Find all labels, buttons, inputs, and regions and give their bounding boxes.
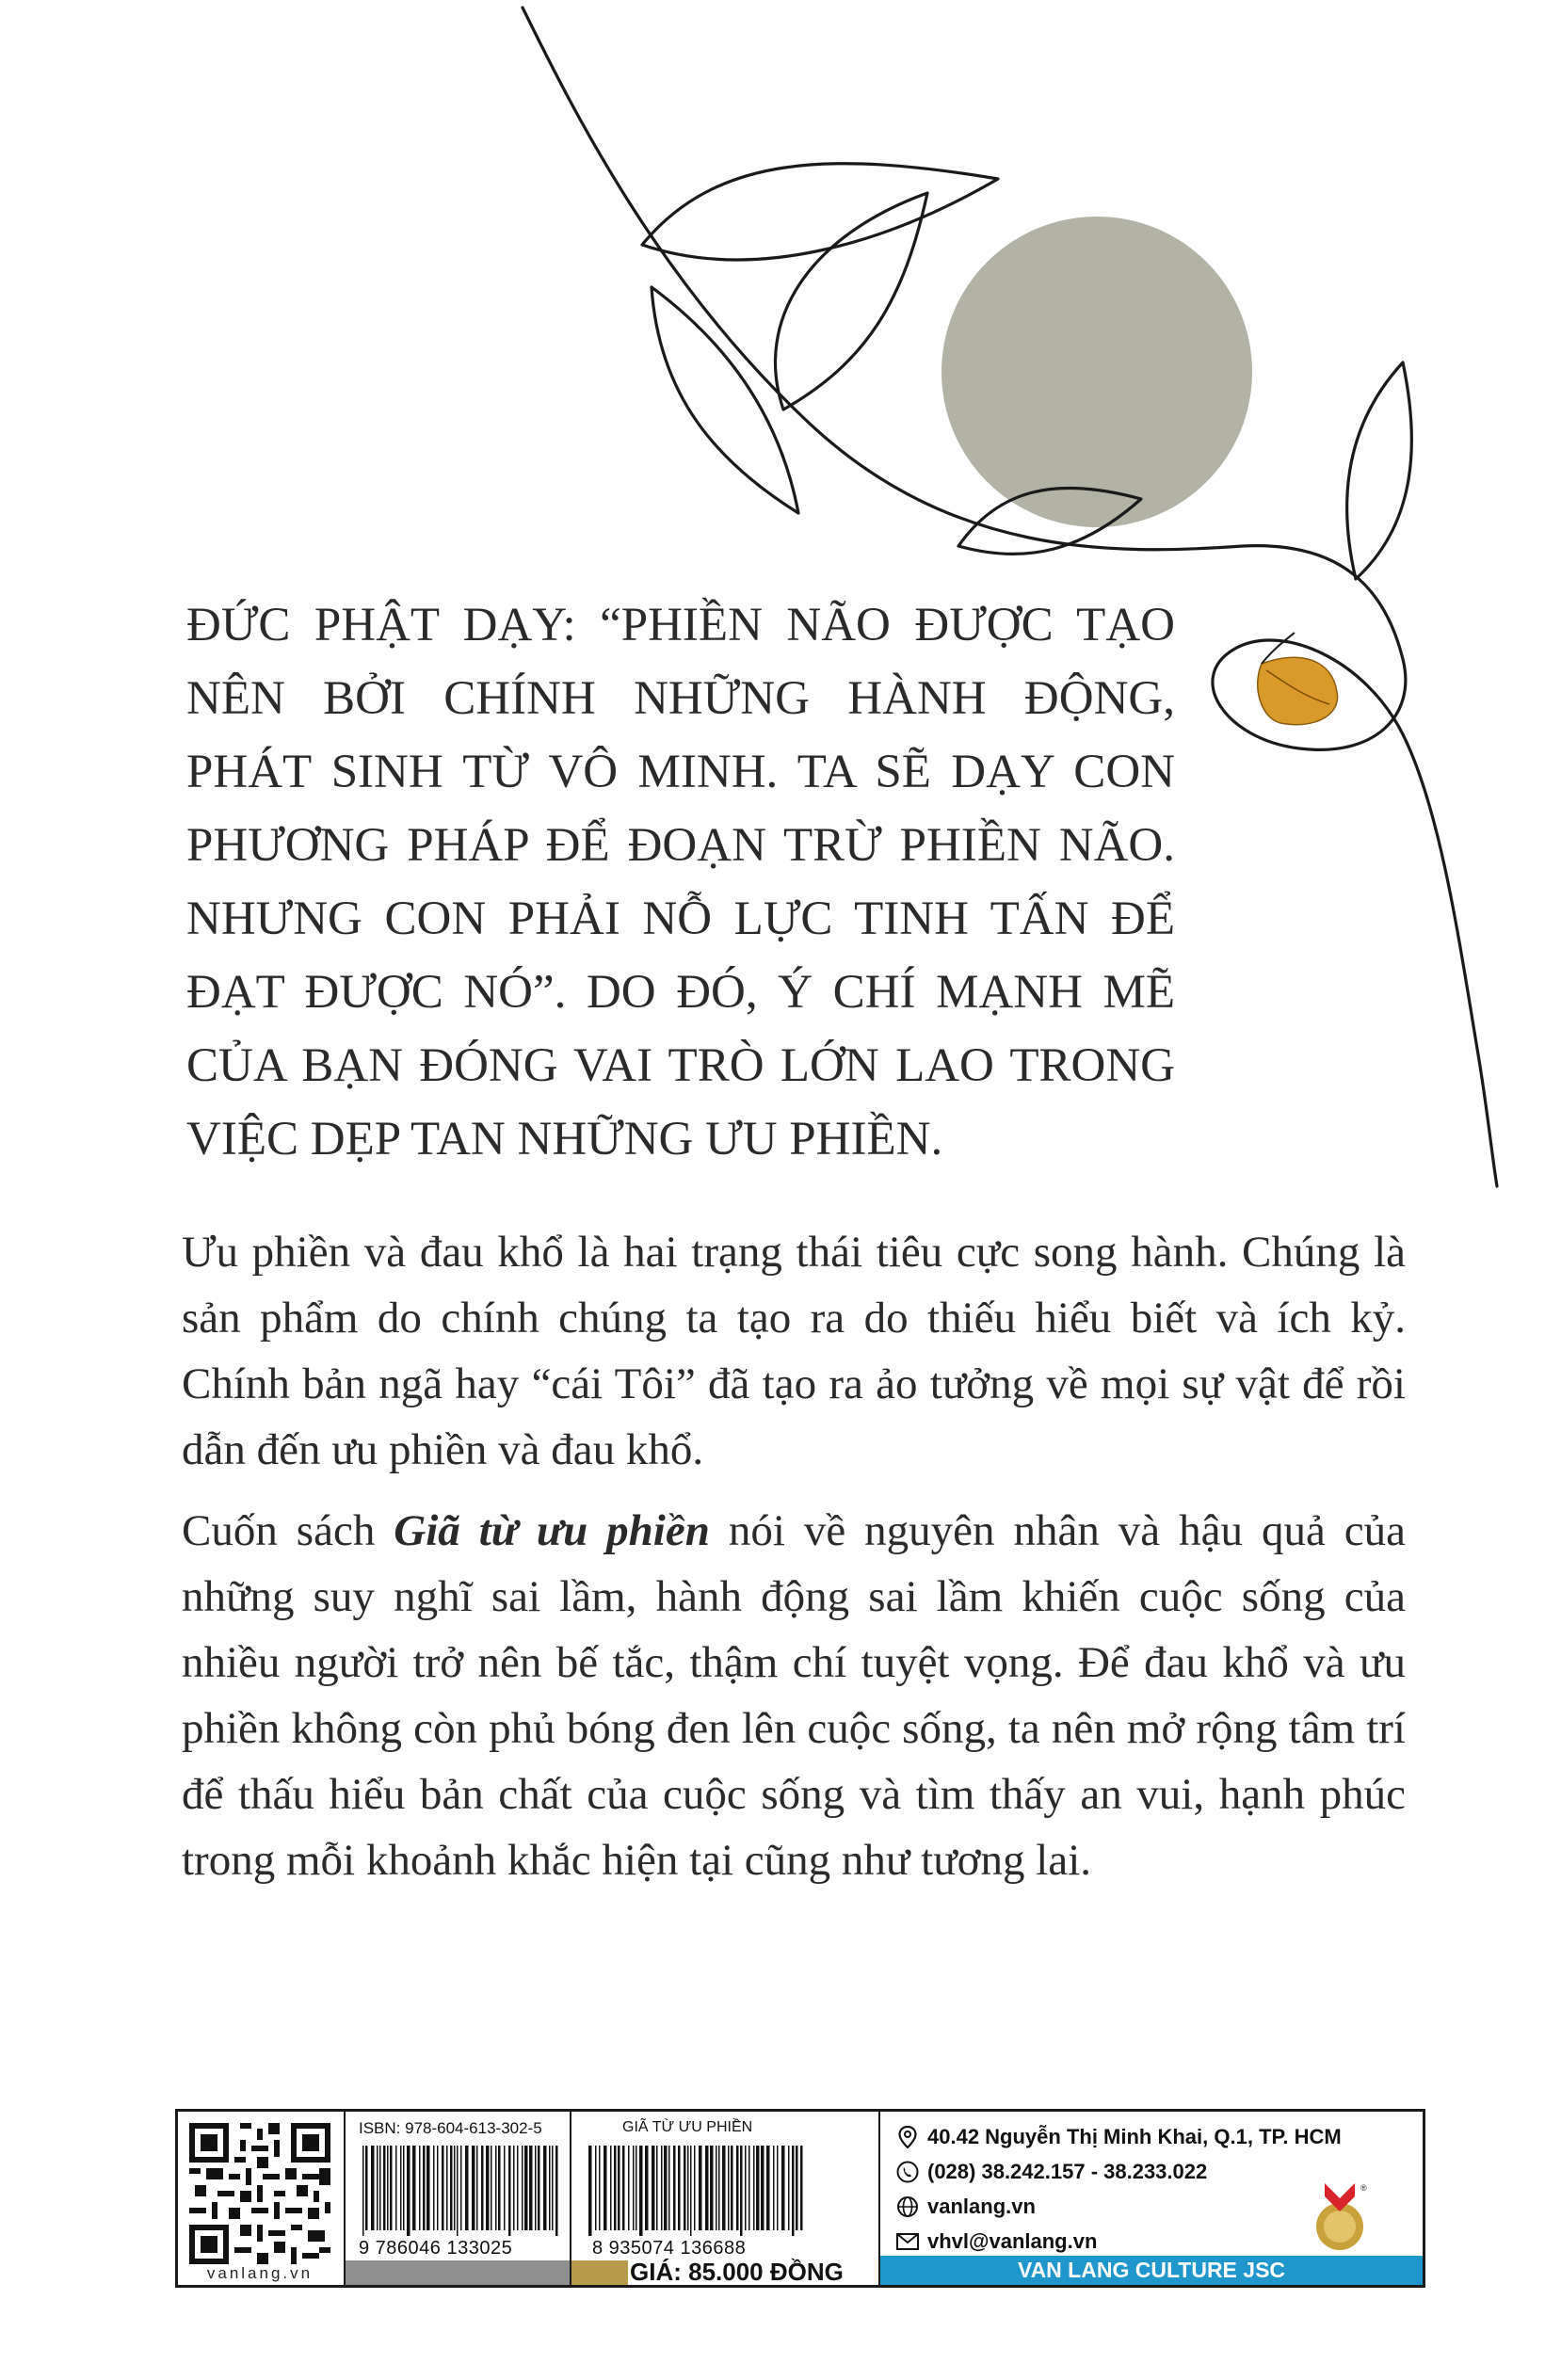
barcode-bar — [365, 2146, 368, 2230]
qr-code — [189, 2123, 330, 2264]
book-title: Giã từ ưu phiền — [394, 1506, 710, 1555]
barcode-bar — [639, 2146, 643, 2236]
barcode-bar — [450, 2146, 453, 2230]
barcode-bar — [472, 2146, 475, 2230]
barcode-bar — [390, 2146, 393, 2230]
barcode-bar — [419, 2146, 421, 2230]
barcode-bar — [549, 2146, 551, 2230]
svg-text:®: ® — [1360, 2183, 1367, 2193]
barcode-bar — [766, 2146, 770, 2230]
leaf-outline — [642, 164, 998, 260]
barcode-bar — [543, 2146, 547, 2230]
barcode-bar — [517, 2146, 519, 2230]
barcode-bar — [465, 2146, 469, 2230]
barcode-bar — [731, 2146, 733, 2230]
company-banner: VAN LANG CULTURE JSC — [880, 2256, 1423, 2285]
barcode-bar — [718, 2146, 720, 2230]
barcode-bar — [508, 2146, 511, 2236]
barcode-bar — [777, 2146, 779, 2230]
barcode-bar — [400, 2146, 402, 2230]
barcode-bar — [442, 2146, 444, 2230]
barcode-bar — [633, 2146, 635, 2230]
barcode-bar — [412, 2146, 416, 2230]
barcode-bar — [457, 2146, 459, 2236]
barcode-bar — [610, 2146, 612, 2230]
barcode-bar — [673, 2146, 676, 2230]
barcode-bar — [446, 2146, 448, 2230]
barcode-bar — [383, 2146, 386, 2230]
barcode-bar — [773, 2146, 775, 2230]
barcode-bar — [705, 2146, 709, 2230]
ean-number: 8 935074 136688 — [592, 2238, 747, 2259]
barcode-bar — [407, 2146, 410, 2236]
barcode-bar — [481, 2146, 484, 2230]
gold-leaf-icon — [1258, 633, 1338, 725]
phone-row: (028) 38.242.157 - 38.233.022 — [895, 2154, 1394, 2189]
barcode-bar — [699, 2146, 702, 2230]
barcode-block — [175, 2109, 1425, 2288]
divider — [344, 2112, 346, 2285]
barcode-bar — [538, 2146, 540, 2230]
grey-circle — [941, 217, 1252, 527]
barcode-bar — [491, 2146, 492, 2230]
gold-strip — [571, 2260, 628, 2285]
barcode-bar — [595, 2146, 597, 2230]
barcode-bar — [664, 2146, 668, 2230]
barcode-bar — [694, 2146, 696, 2230]
book-title-label: GIÃ TỪ ƯU PHIỀN — [622, 2119, 753, 2135]
barcode-bar — [495, 2146, 497, 2230]
barcode-bar — [513, 2146, 515, 2230]
barcode-bar — [792, 2146, 795, 2236]
barcode-bar — [377, 2146, 378, 2230]
barcode-bar — [690, 2146, 692, 2236]
grey-strip — [346, 2260, 570, 2285]
barcode-bar — [371, 2146, 375, 2230]
barcode-bar — [656, 2146, 658, 2230]
barcode-bar — [362, 2146, 364, 2236]
phone-icon — [895, 2160, 920, 2184]
barcode-bar — [498, 2146, 501, 2230]
barcode-bar — [460, 2146, 462, 2230]
barcode-bar — [395, 2146, 397, 2230]
barcode-bar — [745, 2146, 747, 2230]
barcode-bar — [652, 2146, 655, 2230]
barcode-bar — [614, 2146, 617, 2230]
barcode-bar — [529, 2146, 533, 2230]
divider — [570, 2112, 571, 2285]
barcode-bar — [740, 2146, 743, 2236]
barcode-bar — [433, 2146, 435, 2230]
buddha-quote: ĐỨC PHẬT DẠY: “PHIỀN NÃO ĐƯỢC TẠO NÊN BỞI CHÍNH NHỮNG HÀNH ĐỘNG, PHÁT SINH TỪ VÔ MINH. TA SẼ DẠY CON PHƯƠNG PHÁP ĐỂ ĐOẠN TRỪ PHIỀN NÃO. NHƯNG CON PHẢI NỖ LỰC TINH TẤN ĐỂ ĐẠT ĐƯỢC NÓ”. DO ĐÓ, Ý CHÍ MẠNH MẼ CỦA BẠN ĐÓNG VAI TRÒ LỚN LAO TRONG VIỆC DẸP TAN NHỮNG ƯU PHIỀN. — [186, 599, 1175, 1166]
barcode-bar — [476, 2146, 478, 2230]
barcode-bar — [535, 2146, 537, 2230]
barcode-bar — [796, 2146, 798, 2230]
barcode-bar — [636, 2146, 637, 2230]
barcode-bar — [387, 2146, 389, 2230]
isbn-barcode — [357, 2146, 564, 2236]
description — [182, 1219, 1406, 1908]
barcode-bar — [684, 2146, 686, 2230]
barcode-bar — [761, 2146, 764, 2230]
barcode-bar — [687, 2146, 689, 2230]
envelope-icon — [895, 2229, 920, 2254]
barcode-bar — [622, 2146, 625, 2230]
barcode-bar — [668, 2146, 670, 2230]
barcode-bar — [437, 2146, 439, 2230]
barcode-bar — [522, 2146, 523, 2230]
barcode-bar — [552, 2146, 554, 2230]
barcode-bar — [423, 2146, 426, 2230]
barcode-bar — [599, 2146, 601, 2230]
barcode-bar — [678, 2146, 681, 2230]
location-pin-icon — [895, 2125, 920, 2149]
barcode-bar — [781, 2146, 785, 2230]
barcode-bar — [486, 2146, 490, 2230]
description-paragraph-2: Cuốn sách Giã từ ưu phiền nói về nguyên nhân và hậu quả của những suy nghĩ sai lầm, hành động sai lầm khiến cuộc sống của nhiều người trở nên bế tắc, thậm chí tuyệt vọng. Để đau khổ và ưu phiền không còn phủ bóng đen lên cuộc sống, ta nên mở rộng tâm trí để thấu hiểu bản chất của cuộc sống và tìm thấy an vui, hạnh phúc trong mỗi khoảnh khắc hiện tại cũng như tương lai. — [182, 1506, 1406, 1885]
barcode-bar — [756, 2146, 760, 2230]
barcode-bar — [645, 2146, 649, 2230]
barcode-bar — [800, 2146, 803, 2230]
barcode-bar — [710, 2146, 714, 2230]
leaf-outline — [1347, 362, 1412, 579]
description-paragraph-1: Ưu phiền và đau khổ là hai trạng thái tiêu cực song hành. Chúng là sản phẩm do chính chúng ta tạo ra do thiếu hiểu biết và ích kỷ. Chính bản ngã hay “cái Tôi” đã tạo ra ảo tưởng về mọi sự vật để rồi dẫn đến ưu phiền và đau khổ. — [182, 1228, 1406, 1474]
ean-barcode — [583, 2146, 809, 2236]
barcode-bar — [524, 2146, 528, 2230]
barcode-bar — [753, 2146, 755, 2230]
address-row: 40.42 Nguyễn Thị Minh Khai, Q.1, TP. HCM — [895, 2119, 1394, 2154]
barcode-bar — [555, 2146, 558, 2236]
barcode-bar — [748, 2146, 750, 2230]
barcode-bar — [716, 2146, 717, 2230]
barcode-bar — [379, 2146, 381, 2230]
barcode-bar — [788, 2146, 790, 2230]
website-row: vanlang.vn — [895, 2189, 1394, 2224]
barcode-bar — [661, 2146, 663, 2230]
barcode-bar — [728, 2146, 730, 2230]
barcode-bar — [628, 2146, 630, 2230]
isbn-label: ISBN: 978-604-613-302-5 — [359, 2119, 542, 2137]
barcode-bar — [504, 2146, 506, 2230]
van-lang-logo-icon — [1304, 2178, 1376, 2253]
barcode-bar — [588, 2146, 592, 2236]
barcode-bar — [426, 2146, 430, 2230]
barcode-bar — [604, 2146, 607, 2230]
barcode-bar — [736, 2146, 739, 2230]
email-row: vhvl@vanlang.vn — [895, 2224, 1394, 2259]
barcode-bar — [722, 2146, 726, 2230]
barcode-bar — [454, 2146, 456, 2230]
leaf-outline — [652, 287, 798, 513]
globe-icon — [895, 2195, 920, 2219]
price: GIÁ: 85.000 ĐỒNG — [630, 2258, 844, 2286]
isbn-number: 9 786046 133025 — [359, 2238, 513, 2259]
qr-caption: vanlang.vn — [206, 2264, 314, 2282]
barcode-bar — [618, 2146, 620, 2230]
barcode-bar — [403, 2146, 405, 2230]
